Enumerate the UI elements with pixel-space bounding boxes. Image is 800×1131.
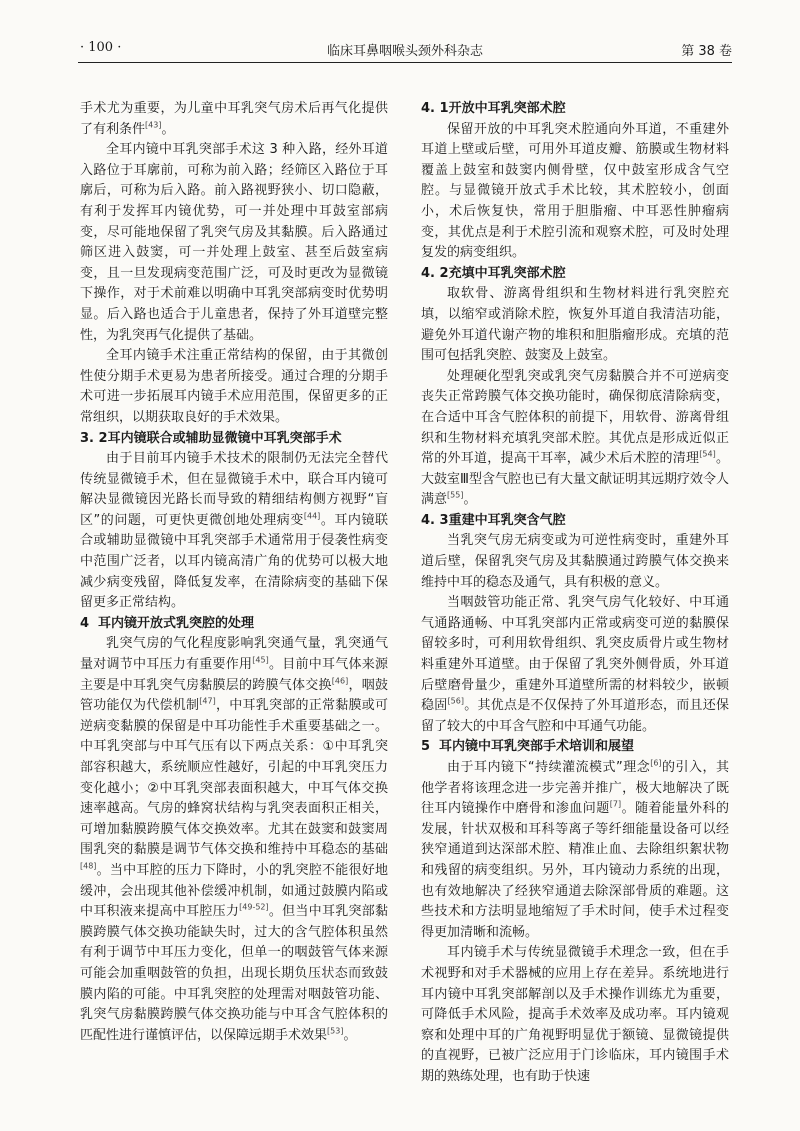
paragraph: 全耳内镜手术注重正常结构的保留，由于其微创性使分期手术更易为患者所接受。通过合理的分期手术可进一步拓展耳内镜手术应用范围，保留更多的正常组织，以期获取良好的手术效果。	[80, 348, 388, 425]
paragraph	[421, 593, 729, 737]
text-run: 耳内镜中耳乳突部手术培训和展望	[439, 739, 635, 755]
text-run: 处理硬化型乳突或乳突气房黏膜合并不可逆病变丧失正常跨膜气体交换功能时，确保彻底清除病变，在合适中耳含气腔体积的前提下，用软骨、游离骨组织和生物材料充填乳突部术腔。其优点是形成近似正常的外耳道，提高干耳率，减少术后术腔的清理	[421, 368, 729, 467]
citation-ref: [56]	[447, 696, 464, 706]
paragraph	[80, 634, 388, 1046]
text-run: 由于目前耳内镜手术技术的限制仍无法完全替代传统显微镜手术，但在显微镜手术中，联合耳内镜可解决显微镜因光路长而导致的精细结构侧方视野“盲区”的问题，可更快更微创地处理病变	[80, 451, 388, 528]
citation-ref: [7]	[609, 799, 622, 809]
text-run: 重建中耳乳突含气腔	[448, 512, 566, 528]
paragraph	[421, 758, 729, 943]
text-run: 。	[161, 121, 175, 137]
citation-ref: [46]	[331, 676, 349, 686]
citation-ref: [53]	[327, 1026, 344, 1036]
text-run: 乳突气房的气化程度影响乳突通气量，乳突通气量对调节中耳压力有重要作用	[80, 636, 388, 673]
section-heading-4	[80, 614, 388, 635]
citation-ref: [6]	[650, 758, 662, 768]
text-run: 。当中耳腔的压力下降时，小的乳突腔不能很好地缓冲，会出现其他补偿缓冲机制，如通过鼓膜内陷或中耳积液来提高中耳腔压力	[80, 862, 388, 920]
paragraph: 取软骨、游离骨组织和生物材料进行乳突腔充填，以缩窄或消除术腔，恢复外耳道自我清洁功能，避免外耳道代谢产物的堆积和胆脂瘤形成。充填的范围可包括乳突腔、鼓窦及上鼓室。	[421, 286, 729, 364]
text-run: 当咽鼓管功能正常、乳突气房气化较好、中耳通气通路通畅、中耳乳突部内正常或病变可逆的黏膜保留较多时，可利用软骨组织、乳突皮质骨片或生物材料重建外耳道壁。由于保留了乳突外侧骨质，外耳道后壁磨骨量少，重建外耳道壁所需的材料较少，嵌顿稳固	[421, 595, 729, 714]
paragraph	[80, 449, 388, 614]
citation-ref: [54]	[699, 449, 716, 459]
paragraph: 当乳突气房无病变或为可逆性病变时，重建外耳道后壁，保留乳突气房及其黏膜通过跨膜气体交换来维持中耳的稳态及通气，具有积极的意义。	[421, 533, 729, 590]
text-run: ，咽鼓管功能仅为代偿机制	[80, 677, 388, 714]
section-heading-5	[421, 737, 729, 758]
section-heading-4-2	[421, 264, 729, 285]
left-column	[80, 99, 388, 1046]
citation-ref: [49-52]	[239, 902, 269, 912]
text-run: 3. 2	[80, 430, 108, 446]
volume-label: 第 38 卷	[681, 44, 732, 59]
text-run: 耳内镜联合或辅助显微镜中耳乳突部手术	[107, 430, 342, 446]
paragraph: 耳内镜手术与传统显微镜手术理念一致，但在手术视野和对手术器械的应用上存在差异。系统地进行耳内镜中耳乳突部解剖以及手术操作训练尤为重要，可降低手术风险，提高手术效率及成功率。耳内镜观察和处理中耳的广角视野明显优于额镜、显微镜提供的直视野，已被广泛应用于门诊临床，耳内镜围手术期的熟练处理，也有助于快速	[421, 945, 729, 1084]
text-run: 。其优点是不仅保持了外耳道形态，而且还保留了较大的中耳含气腔和中耳通气功能。	[421, 698, 729, 734]
paragraph: 全耳内镜中耳乳突部手术这 3 种入路，经外耳道入路位于耳廓前，可称为前入路；经筛区入路位于耳廓后，可称为后入路。前入路视野狭小、切口隐蔽，有利于发挥耳内镜优势，可一并处理中耳鼓室部病变，尽可能地保留了乳突气房及其黏膜。后入路通过筛区进入鼓窦，可一并处理上鼓室、甚至后鼓室病变，且一旦发现病变范围广泛，可及时更改为显微镜下操作，对于术前难以明确中耳乳突部病变时优势明显。后入路也适合于儿童患者，保持了外耳道壁完整性，为乳突再气化提供了基础。	[80, 142, 388, 343]
text-run: 。	[343, 1027, 357, 1043]
text-run: 。	[463, 492, 477, 508]
text-run: 的引入，其他学者将该理念进一步完善并推广，极大地解决了既往耳内镜操作中磨骨和渗血问题	[421, 760, 729, 817]
right-column	[421, 99, 729, 1088]
section-heading-3-2	[80, 429, 388, 450]
citation-ref: [43]	[145, 120, 162, 130]
text-run: 。随着能量外科的发展，针状双极和耳科等离子等纤细能量设备可以经狭窄通道到达深部术腔、精准止血、去除组织絮状物和残留的病变组织。另外，耳内镜动力系统的出现，也有效地解决了经狭窄通道去除深部骨质的难题。这些技术和方法明显地缩短了手术时间，使手术过程变得更加清晰和流畅。	[421, 801, 729, 940]
text-run: ，中耳乳突部的正常黏膜或可逆病变黏膜的保留是中耳功能性手术重要基础之一。中耳乳突部与中耳气压有以下两点关系：①中耳乳突部容积越大，系统顺应性越好，引起的中耳乳突压力变化越小；②中耳乳突部表面积越大，中耳气体交换速率越高。气房的蜂窝状结构与乳突表面积正相关，可增加黏膜跨膜气体交换效率。尤其在鼓窦和鼓窦周围乳突的黏膜是调节气体交换和维持中耳稳态的基础	[80, 698, 388, 858]
citation-ref: [47]	[199, 696, 216, 706]
paragraph: 保留开放的中耳乳突术腔通向外耳道，不重建外耳道上壁或后壁，可用外耳道皮瓣、筋膜或生物材料覆盖上鼓室和鼓窦内侧骨壁，仅中鼓室形成含气空腔。与显微镜开放式手术比较，其术腔较小，创面小，术后恢复快，常用于胆脂瘤、中耳恶性肿瘤病变，其优点是利于术腔引流和观察术腔，可及时处理复发的病变组织。	[421, 121, 729, 261]
citation-ref: [55]	[447, 490, 464, 500]
page-number: · 100 ·	[80, 40, 122, 55]
text-run: 4. 3	[421, 512, 449, 528]
text-run: 4	[80, 615, 90, 631]
text-run: 充填中耳乳突部术腔	[448, 265, 566, 281]
paragraph	[80, 99, 388, 140]
text-run: 5	[421, 739, 431, 755]
section-heading-4-1	[421, 99, 729, 120]
page-header	[78, 38, 732, 63]
section-heading-4-3	[421, 511, 729, 532]
text-run: 开放中耳乳突部术腔	[448, 101, 566, 116]
paragraph	[421, 367, 729, 511]
journal-title: 临床耳鼻咽喉头颈外科杂志	[326, 44, 483, 59]
text-run: 。但当中耳乳突部黏膜跨膜气体交换功能缺失时，过大的含气腔体积虽然有利于调节中耳压力变化，但单一的咽鼓管气体来源可能会加重咽鼓管的负担，出现长期负压状态而致鼓膜内陷的可能。中耳乳突腔的处理需对咽鼓管功能、乳突气房黏膜跨膜气体交换功能与中耳含气腔体积的匹配性进行谨慎评估，以保障远期手术效果	[80, 904, 388, 1043]
text-run: 。目前中耳气体来源主要是中耳乳突气房黏膜层的跨膜气体交换	[80, 657, 388, 693]
text-run: 。大鼓室Ⅲ型含气腔也已有大量文献证明其远期疗效令人满意	[421, 451, 729, 508]
citation-ref: [45]	[252, 655, 269, 665]
text-run: 耳内镜开放式乳突腔的处理	[98, 615, 255, 631]
text-run: 4. 1	[421, 101, 449, 116]
text-run: 。耳内镜联合或辅助显微镜中耳乳突部手术通常用于侵袭性病变中范围广泛者，以耳内镜高清广角的优势可以极大地减少病变残留，降低复发率，在清除病变的基础下保留更多正常结构。	[80, 512, 388, 611]
text-run: 手术尤为重要，为儿童中耳乳突气房术后再气化提供了有利条件	[80, 101, 388, 137]
text-run: 4. 2	[421, 265, 449, 281]
text-run: 由于耳内镜下“持续灌流模式”理念	[447, 760, 651, 775]
citation-ref: [48]	[80, 861, 97, 871]
citation-ref: [44]	[303, 511, 321, 521]
